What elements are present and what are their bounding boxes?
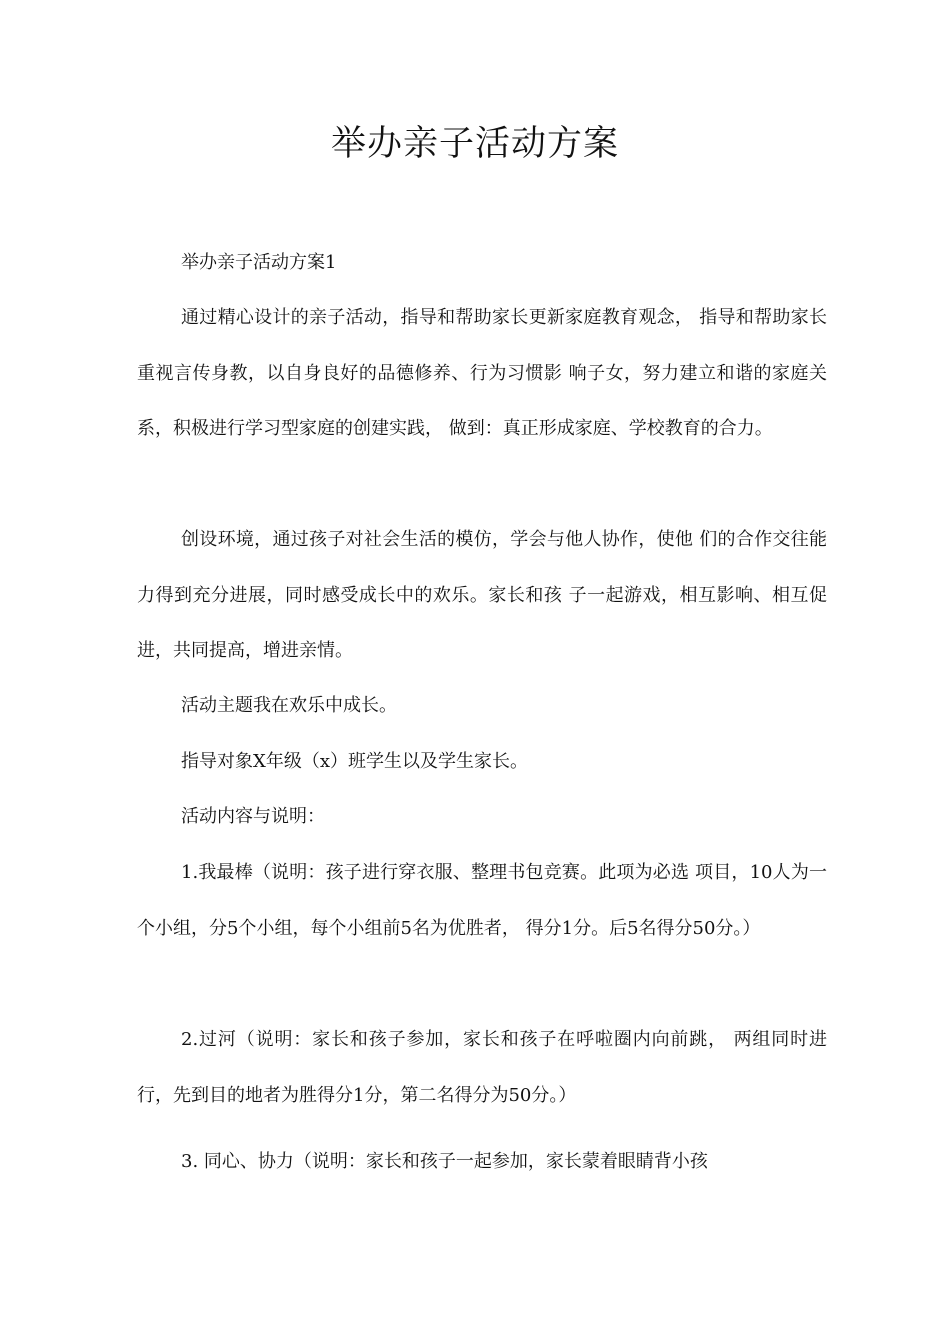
list-item-2: 2.过河（说明：家长和孩子参加，家长和孩子在呼啦圈内向前跳， 两组同时进行，先到目的地者为胜得分1分，第二名得分为50分。） bbox=[137, 1029, 827, 1106]
list-item-1: 1.我最棒（说明：孩子进行穿衣服、整理书包竞赛。此项为必选 项目，10人为一个小组，分5个小组，每个小组前5名为优胜者， 得分1分。后5名得分50分。） bbox=[137, 862, 827, 939]
paragraph-theme: 活动主题我在欢乐中成长。 bbox=[181, 695, 397, 716]
section-heading: 举办亲子活动方案1 bbox=[181, 252, 337, 273]
paragraph-audience: 指导对象X年级（x）班学生以及学生家长。 bbox=[181, 751, 528, 772]
list-item-3: 3. 同心、协力（说明：家长和孩子一起参加，家长蒙着眼睛背小孩 bbox=[181, 1151, 708, 1172]
paragraph-environment: 创设环境，通过孩子对社会生活的模仿，学会与他人协作，使他 们的合作交往能力得到充分进展，同时感受成长中的欢乐。家长和孩 子一起游戏，相互影响、相互促进，共同提高，增进亲情。 bbox=[137, 529, 827, 661]
paragraph-purpose: 通过精心设计的亲子活动，指导和帮助家长更新家庭教育观念， 指导和帮助家长重视言传身教，以自身良好的品德修养、行为习惯影 响子女，努力建立和谐的家庭关系，积极进行学习型家庭的创建实践， 做到：真正形成家庭、学校教育的合力。 bbox=[137, 307, 827, 439]
paragraph-content-heading: 活动内容与说明： bbox=[181, 806, 325, 827]
document-title: 举办亲子活动方案 bbox=[330, 124, 619, 164]
